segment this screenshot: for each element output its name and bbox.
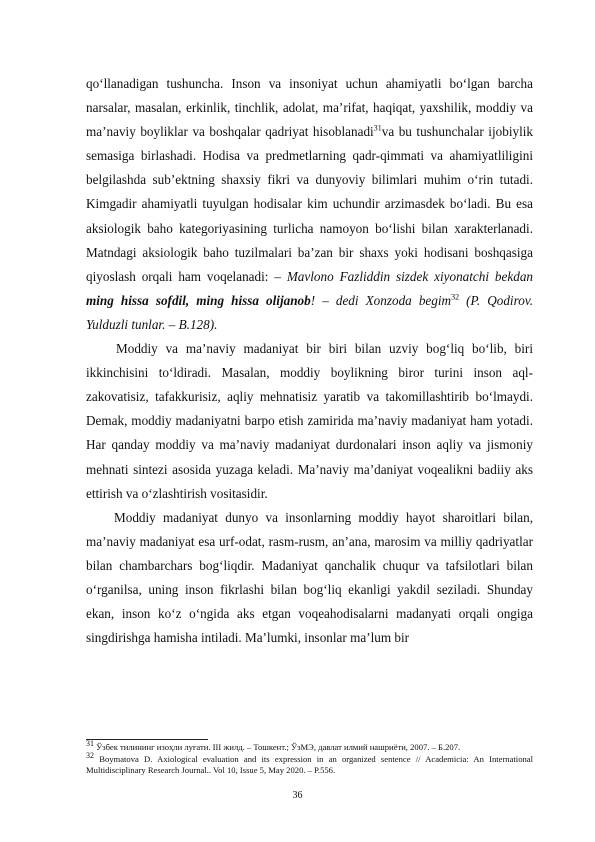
footnote-32 [86, 750, 533, 777]
footnote-32-number: 32 [86, 750, 94, 760]
page-number: 36 [292, 790, 303, 801]
footnote-separator [86, 739, 208, 740]
footnote-31 [86, 739, 533, 754]
page-body [86, 72, 533, 650]
footnotes [86, 739, 533, 777]
footnote-31-text: Ўзбек тилининг изоҳли луғати. III жилд. – Тошкент.; ЎзМЭ, давлат илмий нашриёти, 2007. – Б.207. [96, 742, 461, 752]
quote-tail: ! – dedi Xonzoda begim [310, 292, 452, 308]
footnote-ref-31: 31 [373, 123, 382, 133]
quote-bold: ming hissa sofdil, ming hissa olijanob [86, 292, 311, 308]
paragraph-2: Moddiy va ma’naviy madaniyat bir biri bilan uzviy bog‘liq bo‘lib, biri ikkinchisini to‘ldiradi. Masalan, moddiy boylikning biror turini inson aql-zakovatisiz, tafakkurisiz, aqliy mehnatisiz yaratib va takomillashtirib bo‘lmaydi. Demak, moddiy madaniyatni barpo etish zamirida ma’naviy madaniyat ham yotadi. Har qanday moddiy va ma’naviy madaniyat durdonalari inson aqliy va jismoniy mehnati sintezi asosida yuzaga keladi. Ma’naviy ma’daniyat voqealikni badiiy aks ettirish va o‘zlashtirish vositasidir. [86, 341, 533, 501]
paragraph-1-text-cont: va bu tushunchalar ijobiylik semasiga birlashadi. Hodisa va predmetlarning qadr-qimmati va ahamiyatliligini belgilashda sub’ektning shaxsiy fikri va dunyoviy bilimlari muhim o‘rin tutadi. Kimgadir ahamiyatli tuyulgan hodisalar kim uchundir arzimasdek bo‘ladi. Bu esa aksiologik baho kategoriyasining turlicha namoyon bo‘lishi bilan xarakterlanadi. Matndagi aksiologik baho tuzilmalari ba’zan bir shaxs yoki hodisani boshqasiga qiyoslash orqali ham voqelanadi: – [86, 124, 533, 284]
quote-italic: Mavlono Fazliddin sizdek xiyonatchi bekdan [286, 268, 534, 284]
paragraph-1-text: qo‘llanadigan tushuncha. Inson va insoniyat uchun ahamiyatli bo‘lgan barcha narsalar, masalan, erkinlik, tinchlik, adolat, ma’rifat, haqiqat, yaxshilik, moddiy va ma’naviy boyliklar va boshqalar qadriyat hisoblanadi [86, 76, 533, 140]
paragraph-1 [86, 72, 533, 337]
footnote-ref-32: 32 [451, 292, 460, 302]
citation: (P. Qodirov. Yulduzli tunlar. – B.128). [86, 292, 534, 332]
footnote-31-number: 31 [86, 739, 94, 749]
paragraph-3: Moddiy madaniyat dunyo va insonlarning moddiy hayot sharoitlari bilan, ma’naviy madaniyat esa urf-odat, rasm-rusm, an’ana, marosim va milliy qadriyatlar bilan chambarchars bog‘liqdir. Madaniyat qanchalik chuqur va tafsilotlari bilan o‘rganilsa, uning inson fikrlashi bilan bog‘liq ekanligi yakdil seziladi. Shunday ekan, inson ko‘z o‘ngida aks etgan voqeahodisalarni madanyati orqali ongiga singdirishga hamisha intiladi. Ma’lumki, insonlar ma’lum bir [86, 509, 533, 646]
footnote-32-text: Boymatova D. Axiological evaluation and its expression in an organized sentence // Academicia: An International Multidisciplinary Research Journal.. Vol 10, Issue 5, May 2020. – P.556. [86, 753, 533, 776]
